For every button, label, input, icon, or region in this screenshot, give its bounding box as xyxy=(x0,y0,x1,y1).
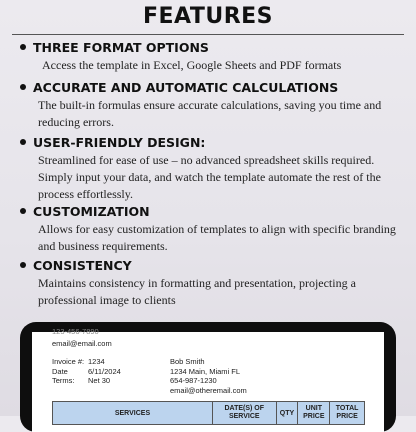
sender-email: email@email.com xyxy=(52,339,112,348)
client-email: email@otheremail.com xyxy=(170,385,247,395)
invoice-preview xyxy=(32,327,384,432)
bullet-icon xyxy=(20,262,26,268)
invoice-number-label: Invoice #: xyxy=(52,357,85,366)
feature-description: Allows for easy customization of templates to align with specific branding and business requirements. xyxy=(38,222,396,253)
invoice-terms-value: Net 30 xyxy=(88,376,111,385)
column-header-services: SERVICES xyxy=(53,402,213,424)
invoice-terms-row xyxy=(52,376,121,386)
feature-heading: THREE FORMAT OPTIONS xyxy=(33,40,209,55)
sender-phone: 123-456-7890 xyxy=(52,327,99,336)
bullet-icon xyxy=(20,44,26,50)
feature-heading: CUSTOMIZATION xyxy=(33,204,150,219)
feature-description: Streamlined for ease of use – no advanced spreadsheet skills required. Simply input your data, and watch the template automate the rest of the process effortlessly. xyxy=(38,153,381,201)
invoice-table-header xyxy=(52,401,365,425)
invoice-terms-label: Terms: xyxy=(52,376,75,385)
column-header-total-price: TOTAL PRICE xyxy=(335,405,359,420)
bullet-icon xyxy=(20,84,26,90)
feature-heading: USER-FRIENDLY DESIGN: xyxy=(33,135,206,150)
feature-heading: ACCURATE AND AUTOMATIC CALCULATIONS xyxy=(33,80,339,95)
bill-to xyxy=(170,357,247,395)
client-phone: 654-987-1230 xyxy=(170,376,217,385)
invoice-meta xyxy=(52,357,121,386)
page-title: FEATURES xyxy=(142,4,274,29)
column-header-date: DATE(S) OF SERVICE xyxy=(213,402,277,424)
feature-heading: CONSISTENCY xyxy=(33,258,132,273)
bullet-icon xyxy=(20,208,26,214)
invoice-date-row xyxy=(52,367,121,377)
bullet-icon xyxy=(20,139,26,145)
tablet-device xyxy=(20,322,396,432)
client-name: Bob Smith xyxy=(170,357,205,366)
invoice-number-value: 1234 xyxy=(88,357,105,366)
feature-description: Maintains consistency in formatting and presentation, projecting a professional image to clients xyxy=(38,276,356,307)
client-address: 1234 Main, Miami FL xyxy=(170,366,241,376)
column-header-unit-price: UNIT PRICE xyxy=(298,402,330,424)
column-header-qty: QTY xyxy=(277,402,299,424)
title-divider xyxy=(12,34,404,35)
invoice-date-value: 6/11/2024 xyxy=(88,366,121,376)
feature-description: The built-in formulas ensure accurate calculations, saving you time and reducing errors. xyxy=(38,98,382,129)
invoice-date-label: Date xyxy=(52,366,68,376)
invoice-number-row xyxy=(52,357,121,367)
feature-description: Access the template in Excel, Google Sheets and PDF formats xyxy=(42,58,342,72)
